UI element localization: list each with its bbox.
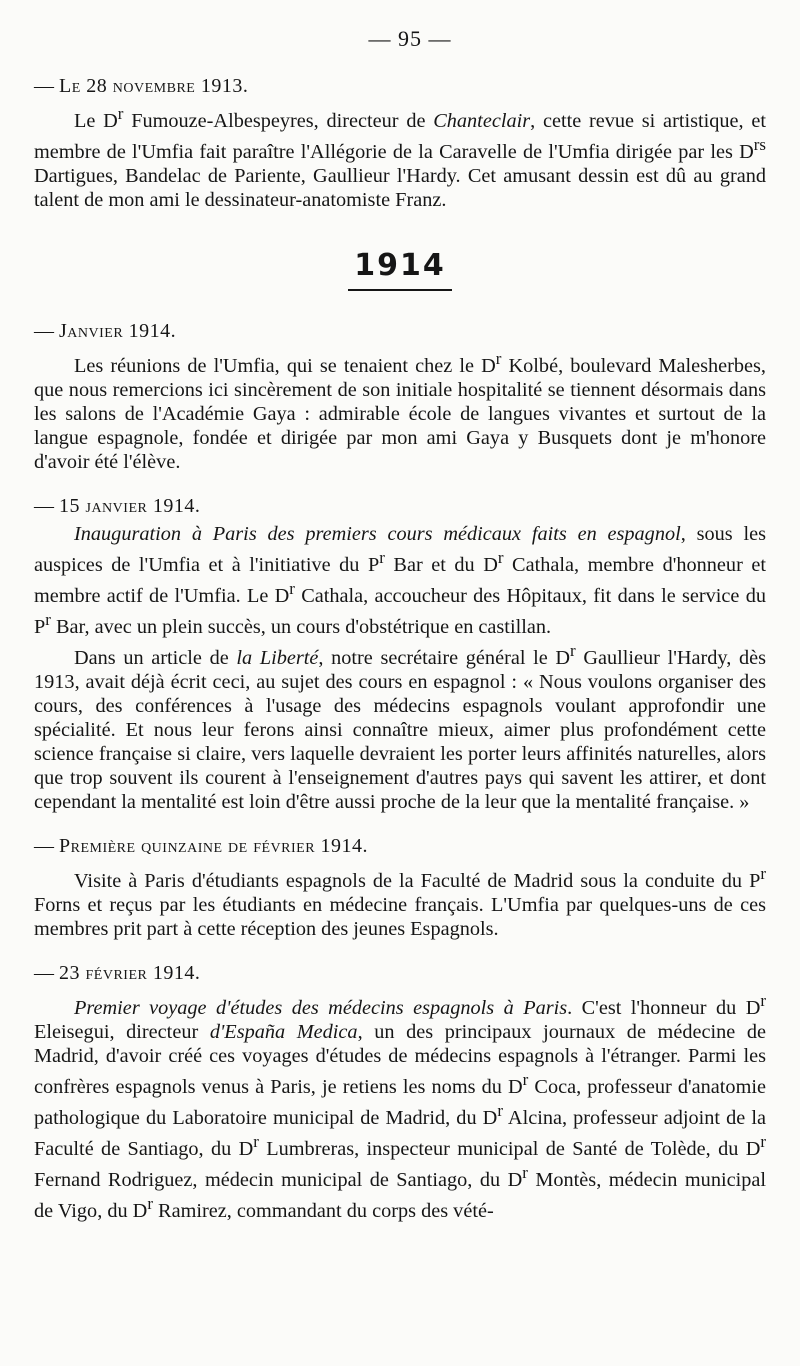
- year-heading-block: [34, 248, 766, 291]
- entry-paragraph: Les réunions de l'Umfia, qui se tenaient chez le $D^r$ Kolbé, boulevard Malesherbes, que nous remercions ici sincèrement de son initiale hospitalité se tiennent désormais dans les salons de l'Académie Gaya : admirable école de langues vivantes et surtout de la langue espagnole, fondée et dirigée par mon ami Gaya y Busquets dont je m'honore d'avoir été l'élève.: [34, 348, 766, 474]
- entry-heading: — Première quinzaine de février 1914.: [34, 835, 369, 858]
- entry-23-fevrier-1914: [34, 961, 766, 1222]
- entry-paragraph: Inauguration à Paris des premiers cours médicaux faits en espagnol, sous les auspices de l'Umfia et à l'initiative du $P^r$ Bar et du $D^r$ Cathala, membre d'honneur et membre actif de l'Umfia. Le $D^r$ Cathala, accoucheur des Hôpitaux, fit dans le service du $P^r$ Bar, avec un plein succès, un cours d'obstétrique en castillan.: [34, 523, 766, 638]
- entry-paragraph: Le $D^r$ Fumouze-Albespeyres, directeur de Chanteclair, cette revue si artistique, et membre de l'Umfia fait paraître l'Allégorie de la Caravelle de l'Umfia dirigée par les $D^{rs}$ Dartigues, Bandelac de Pariente, Gaullieur l'Hardy. Cet amusant dessin est dû au grand talent de mon ami le dessinateur-anatomiste Franz.: [34, 104, 766, 211]
- entry-heading: — 15 janvier 1914.: [34, 495, 201, 518]
- entry-paragraph: Visite à Paris d'étudiants espagnols de la Faculté de Madrid sous la conduite du $P^r$ Forns et reçus par les étudiants en médecine français. L'Umfia par quelques-uns de ces membres prit part à cette réception des jeunes Espagnols.: [34, 864, 766, 941]
- entry-heading: — Janvier 1914.: [34, 319, 177, 342]
- entry-15-janvier-1914: [34, 494, 766, 814]
- entry-premiere-quinzaine-fevrier-1914: [34, 834, 766, 941]
- entry-janvier-1914: [34, 319, 766, 474]
- year-heading: 1914: [348, 248, 452, 291]
- entry-paragraph: Dans un article de la Liberté, notre secrétaire général le $D^r$ Gaullieur l'Hardy, dès 1913, avait déjà écrit ceci, au sujet des cours en espagnol : « Nous voulons organiser des cours, des conférences à l'usage des médecins espagnols voulant approfondir une spécialité. Et nous leur ferons ainsi connaître mieux, aimer plus profondément cette science française si claire, vers laquelle devraient les porter leurs affinités naturelles, alors que trop souvent ils courent à l'enseignement d'autres pays qui savent les attirer, et dont cependant la mentalité est loin d'être aussi proche de la leur que la mentalité française. »: [34, 640, 766, 814]
- page-number: — 95 —: [368, 26, 452, 51]
- entry-heading: — Le 28 novembre 1913.: [34, 75, 249, 97]
- entry-28-novembre-1913: [34, 74, 766, 212]
- entry-heading: — 23 février 1914.: [34, 962, 201, 985]
- entry-paragraph: Premier voyage d'études des médecins espagnols à Paris. C'est l'honneur du $D^r$ Eleisegui, directeur d'España Medica, un des principaux journaux de médecine de Madrid, d'avoir créé ces voyages d'études de médecins espagnols à l'étranger. Parmi les confrères espagnols venus à Paris, je retiens les noms du $D^r$ Coca, professeur d'anatomie pathologique du Laboratoire municipal de Madrid, du $D^r$ Alcina, professeur adjoint de la Faculté de Santiago, du $D^r$ Lumbreras, inspecteur municipal de Santé de Tolède, du $D^r$ Fernand Rodriguez, médecin municipal de Santiago, du $D^r$ Montès, médecin municipal de Vigo, du $D^r$ Ramirez, commandant du corps des vété-: [34, 991, 767, 1222]
